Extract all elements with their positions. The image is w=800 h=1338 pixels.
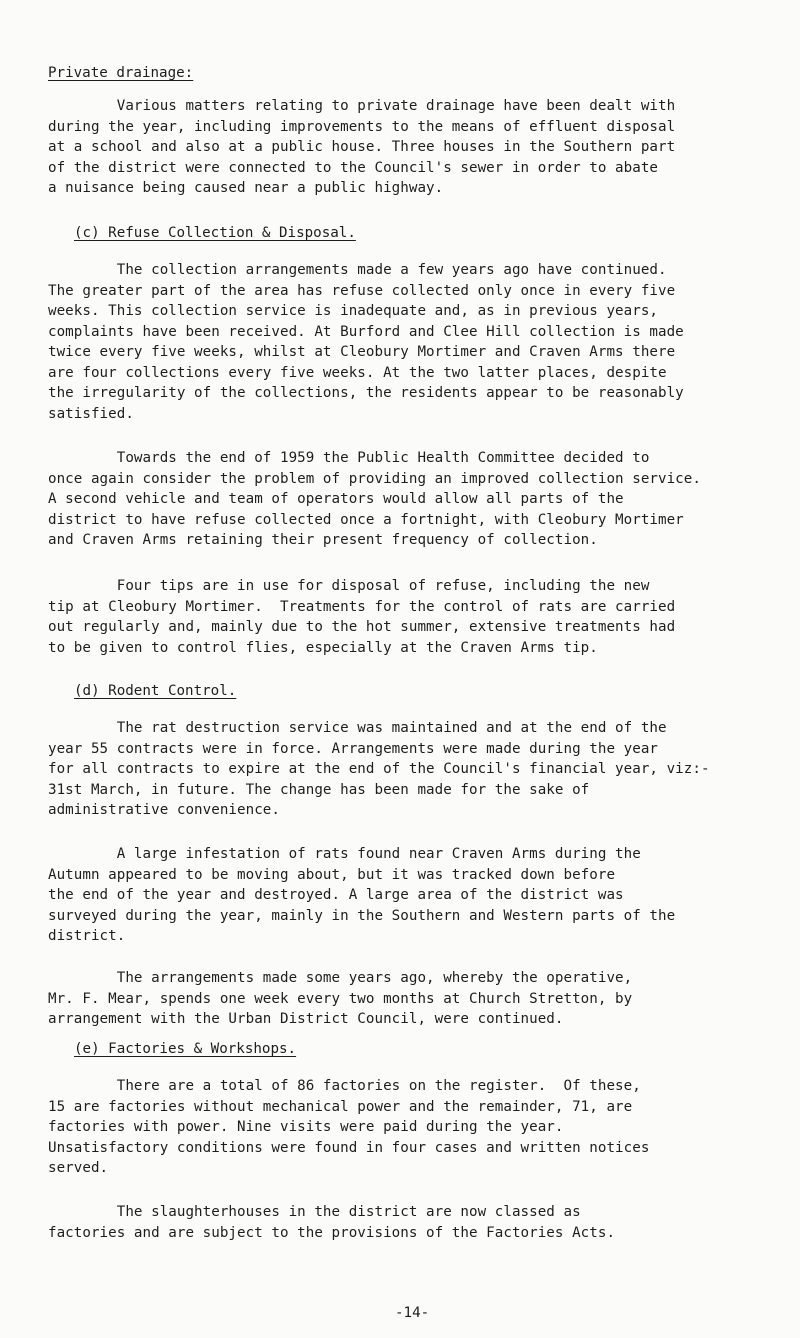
text-line: a nuisance being caused near a public highway. (48, 180, 444, 196)
text-line: weeks. This collection service is inadequate and, as in previous years, (48, 303, 659, 319)
text-line: the end of the year and destroyed. A large area of the district was (48, 887, 624, 903)
paragraph-private-drainage (48, 96, 796, 199)
text-line: once again consider the problem of providing an improved collection service. (48, 470, 701, 487)
text-line: factories with power. Nine visits were paid during the year. (48, 1119, 564, 1135)
section-heading-refuse: (c) Refuse Collection & Disposal. (74, 225, 356, 241)
text-line: the irregularity of the collections, the residents appear to be reasonably (48, 385, 684, 401)
paragraph-refuse-1 (48, 260, 796, 424)
text-line: Towards the end of 1959 the Public Health Committee decided to (48, 450, 650, 466)
text-line: Autumn appeared to be moving about, but it was tracked down before (48, 866, 616, 883)
page-number: -14- (395, 1305, 430, 1321)
text-line: A large infestation of rats found near Craven Arms during the (48, 846, 641, 862)
paragraph-refuse-2 (48, 448, 796, 551)
text-line: Unsatisfactory conditions were found in four cases and written notices (48, 1139, 650, 1156)
text-line: twice every five weeks, whilst at Cleobury Mortimer and Craven Arms there (48, 344, 676, 360)
text-line: 15 are factories without mechanical power and the remainder, 71, are (48, 1098, 633, 1115)
text-line: to be given to control flies, especially at the Craven Arms tip. (48, 639, 598, 656)
text-line: for all contracts to expire at the end of the Council's financial year, viz:- (48, 761, 710, 777)
paragraph-factories-1 (48, 1076, 796, 1179)
text-line: are four collections every five weeks. At the two latter places, despite (48, 364, 667, 381)
text-line: tip at Cleobury Mortimer. Treatments for the control of rats are carried (48, 598, 676, 615)
text-line: of the district were connected to the Council's sewer in order to abate (48, 159, 659, 176)
paragraph-refuse-3 (48, 576, 796, 658)
paragraph-rodent-2 (48, 844, 796, 947)
text-line: year 55 contracts were in force. Arrangements were made during the year (48, 740, 659, 757)
paragraph-factories-2 (48, 1202, 796, 1243)
text-line: surveyed during the year, mainly in the Southern and Western parts of the (48, 907, 676, 924)
section-heading-factories: (e) Factories & Workshops. (74, 1041, 297, 1057)
text-line: arrangement with the Urban District Council, were continued. (48, 1011, 564, 1027)
text-line: and Craven Arms retaining their present frequency of collection. (48, 532, 598, 548)
paragraph-rodent-1 (48, 718, 796, 821)
text-line: satisfied. (48, 405, 134, 422)
text-line: factories and are subject to the provisions of the Factories Acts. (48, 1224, 616, 1241)
paragraph-rodent-3 (48, 968, 796, 1030)
text-line: during the year, including improvements to the means of effluent disposal (48, 118, 676, 135)
text-line: There are a total of 86 factories on the register. Of these, (48, 1078, 641, 1094)
text-line: The slaughterhouses in the district are now classed as (48, 1204, 581, 1220)
text-line: The rat destruction service was maintained and at the end of the (48, 720, 667, 736)
text-line: Various matters relating to private drainage have been dealt with (48, 98, 676, 114)
text-line: Mr. F. Mear, spends one week every two months at Church Stretton, by (48, 990, 633, 1007)
text-line: Four tips are in use for disposal of refuse, including the new (48, 578, 650, 594)
section-heading-private-drainage: Private drainage: (48, 65, 194, 81)
text-line: complaints have been received. At Burford and Clee Hill collection is made (48, 323, 684, 340)
text-line: The arrangements made some years ago, whereby the operative, (48, 970, 633, 986)
text-line: served. (48, 1160, 109, 1176)
text-line: district. (48, 928, 126, 944)
text-line: The greater part of the area has refuse collected only once in every five (48, 282, 676, 299)
text-line: The collection arrangements made a few years ago have continued. (48, 262, 667, 278)
text-line: 31st March, in future. The change has been made for the sake of (48, 781, 590, 798)
text-line: at a school and also at a public house. Three houses in the Southern part (48, 139, 676, 155)
text-line: administrative convenience. (48, 802, 280, 818)
section-heading-rodent: (d) Rodent Control. (74, 683, 237, 699)
text-line: district to have refuse collected once a fortnight, with Cleobury Mortimer (48, 511, 684, 528)
text-line: out regularly and, mainly due to the hot summer, extensive treatments had (48, 619, 676, 635)
text-line: A second vehicle and team of operators would allow all parts of the (48, 491, 624, 507)
